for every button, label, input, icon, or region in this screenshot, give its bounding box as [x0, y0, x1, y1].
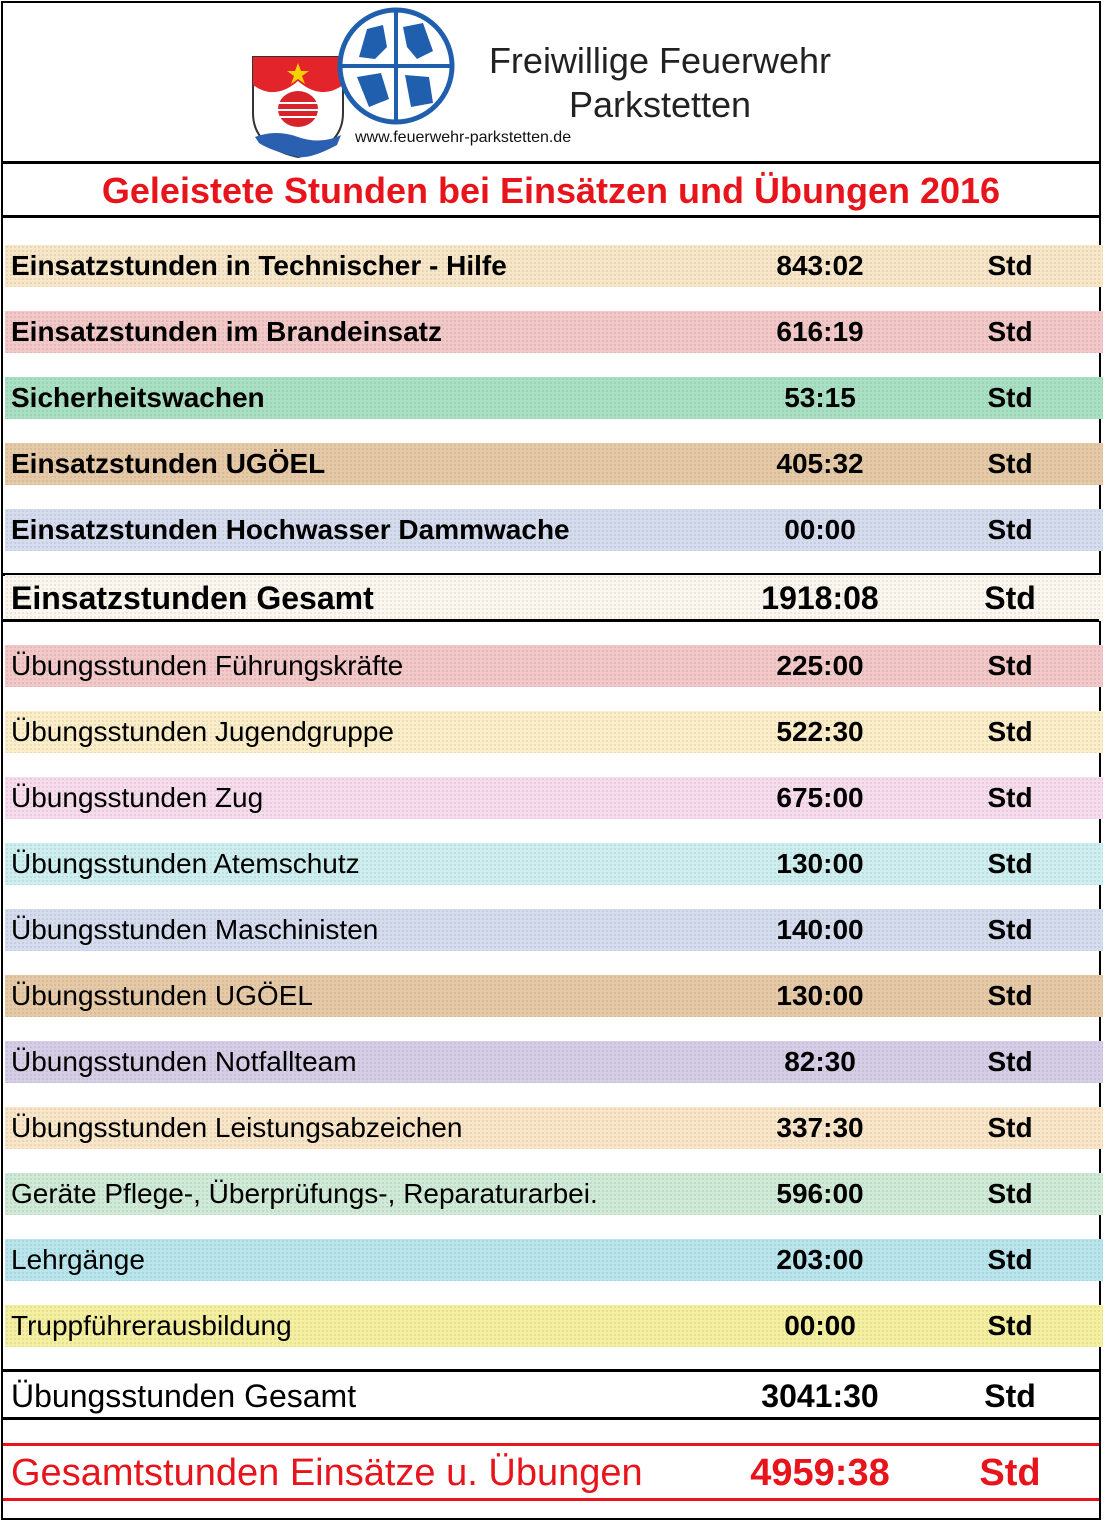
row-value: 203:00 — [776, 1244, 864, 1275]
page-frame — [1, 1, 1101, 1520]
row-label: Übungsstunden Jugendgruppe — [11, 716, 394, 747]
row-label: Übungsstunden Zug — [11, 782, 264, 813]
row-value: 522:30 — [776, 716, 864, 747]
row-value: 130:00 — [776, 848, 864, 879]
row-unit: Std — [979, 1452, 1041, 1494]
row-value: 130:00 — [776, 980, 864, 1011]
row-label: Sicherheitswachen — [11, 382, 265, 413]
row-label: Übungsstunden Notfallteam — [11, 1046, 357, 1077]
uebung-total-row — [5, 1373, 1103, 1419]
row-unit: Std — [987, 1178, 1033, 1209]
uebung-row — [5, 843, 1103, 885]
einsatz-row — [5, 443, 1103, 485]
organization-name-line1: Freiwillige Feuerwehr — [488, 40, 832, 81]
uebung-row — [5, 1239, 1103, 1281]
row-value: 337:30 — [776, 1112, 864, 1143]
uebung-total-label: Übungsstunden Gesamt — [11, 1378, 357, 1414]
divider — [3, 1417, 1099, 1420]
row-label: Übungsstunden Maschinisten — [11, 914, 379, 945]
divider — [3, 1369, 1099, 1372]
row-label: Einsatzstunden UGÖEL — [11, 448, 326, 479]
row-value: 00:00 — [784, 1310, 856, 1341]
einsatz-row — [5, 509, 1103, 551]
header — [3, 3, 1099, 163]
row-value: 843:02 — [776, 250, 864, 281]
divider — [3, 1498, 1099, 1501]
uebung-row — [5, 1305, 1103, 1347]
row-value: 616:19 — [776, 316, 864, 347]
divider — [3, 619, 1099, 622]
row-value: 82:30 — [784, 1046, 856, 1077]
row-label: Übungsstunden Leistungsabzeichen — [11, 1112, 463, 1143]
row-value: 596:00 — [776, 1178, 864, 1209]
row-unit: Std — [987, 848, 1033, 879]
uebung-row — [5, 975, 1103, 1017]
grand-total-row — [5, 1446, 1103, 1500]
row-unit: Std — [987, 250, 1033, 281]
uebung-row — [5, 645, 1103, 687]
divider — [3, 215, 1099, 218]
row-unit: Std — [987, 716, 1033, 747]
grand-total-label: Gesamtstunden Einsätze u. Übungen — [11, 1452, 643, 1494]
einsatz-row — [5, 311, 1103, 353]
einsatz-row — [5, 245, 1103, 287]
row-unit: Std — [984, 1378, 1036, 1414]
row-unit: Std — [987, 448, 1033, 479]
row-label: Einsatzstunden im Brandeinsatz — [11, 316, 442, 347]
uebung-row — [5, 909, 1103, 951]
uebung-row — [5, 1107, 1103, 1149]
row-value: 675:00 — [776, 782, 864, 813]
coat-of-arms-icon — [251, 55, 345, 159]
uebung-total-value: 3041:30 — [761, 1378, 879, 1414]
einsatz-total-value: 1918:08 — [761, 580, 879, 616]
row-label: Übungsstunden UGÖEL — [11, 980, 313, 1011]
row-label: Übungsstunden Führungskräfte — [11, 650, 404, 681]
row-label: Übungsstunden Atemschutz — [11, 848, 360, 879]
row-unit: Std — [987, 914, 1033, 945]
fire-brigade-emblem-icon — [337, 7, 455, 125]
organization-name-line2: Parkstetten — [568, 84, 752, 125]
row-label: Geräte Pflege-, Überprüfungs-, Reparaturarbei. — [11, 1178, 598, 1209]
einsatz-total-label: Einsatzstunden Gesamt — [11, 580, 374, 616]
einsatz-total-row — [5, 575, 1103, 621]
row-value: 405:32 — [776, 448, 864, 479]
row-unit: Std — [987, 650, 1033, 681]
row-unit: Std — [987, 1244, 1033, 1275]
organization-name — [473, 39, 847, 127]
divider — [3, 161, 1099, 164]
row-value: 225:00 — [776, 650, 864, 681]
row-value: 140:00 — [776, 914, 864, 945]
uebung-row — [5, 1041, 1103, 1083]
page-title: Geleistete Stunden bei Einsätzen und Übungen 2016 — [101, 170, 1001, 211]
row-label: Einsatzstunden in Technischer - Hilfe — [11, 250, 507, 281]
row-unit: Std — [987, 980, 1033, 1011]
row-value: 53:15 — [784, 382, 856, 413]
row-unit: Std — [987, 1310, 1033, 1341]
row-value: 00:00 — [784, 514, 856, 545]
uebung-row — [5, 711, 1103, 753]
row-unit: Std — [984, 580, 1036, 616]
row-label: Lehrgänge — [11, 1244, 145, 1275]
row-unit: Std — [987, 1112, 1033, 1143]
row-unit: Std — [987, 382, 1033, 413]
row-unit: Std — [987, 316, 1033, 347]
row-unit: Std — [987, 782, 1033, 813]
uebung-row — [5, 777, 1103, 819]
row-label: Einsatzstunden Hochwasser Dammwache — [11, 514, 570, 545]
website-link[interactable]: www.feuerwehr-parkstetten.de — [355, 129, 572, 146]
einsatz-row — [5, 377, 1103, 419]
row-unit: Std — [987, 514, 1033, 545]
uebung-row — [5, 1173, 1103, 1215]
grand-total-value: 4959:38 — [750, 1452, 890, 1494]
row-unit: Std — [987, 1046, 1033, 1077]
row-label: Truppführerausbildung — [11, 1310, 292, 1341]
